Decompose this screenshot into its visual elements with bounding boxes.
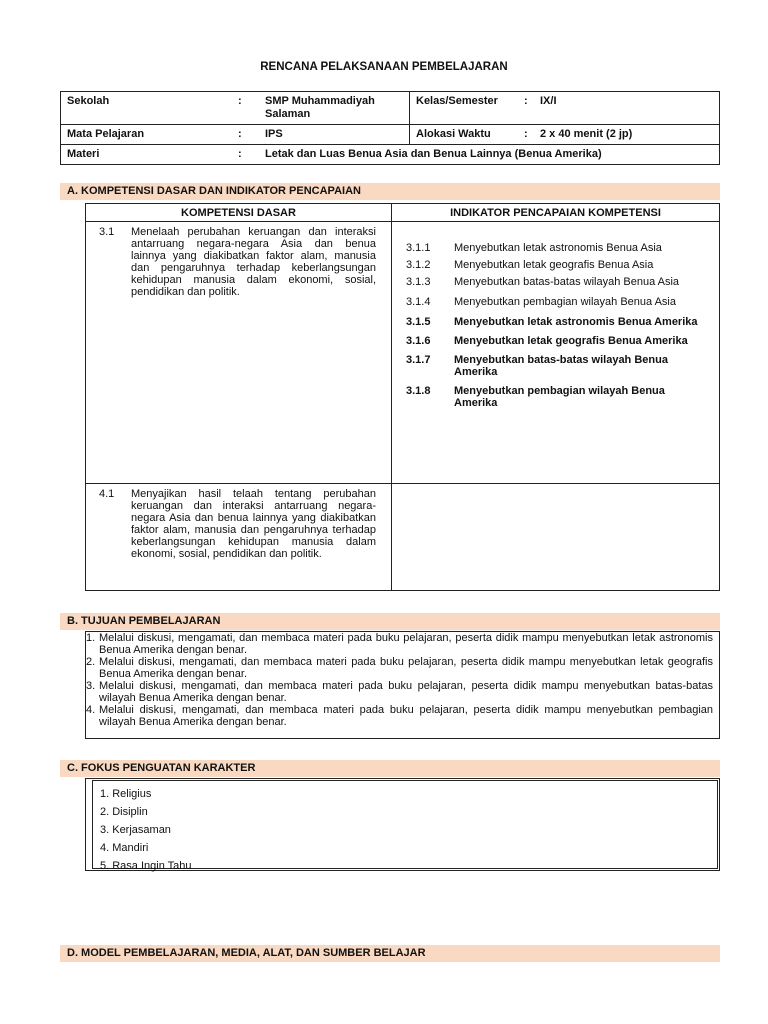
karakter-item: 4. Mandiri: [100, 842, 149, 854]
indicator-item: 3.1.2 Menyebutkan letak geografis Benua Asia: [406, 259, 654, 271]
indicator-item: 3.1.7 Menyebutkan batas-batas wilayah Benua Amerika: [406, 354, 668, 378]
info-table: [60, 91, 720, 165]
section-d-heading: D. MODEL PEMBELAJARAN, MEDIA, ALAT, DAN SUMBER BELAJAR: [60, 945, 720, 962]
materi-colon: :: [238, 145, 259, 165]
kd-table: [85, 203, 720, 591]
karakter-item: 5. Rasa Ingin Tahu: [100, 860, 192, 872]
sekolah-label: Sekolah: [61, 92, 239, 125]
kd-cell-1: [86, 222, 392, 484]
kd-number: 3.1: [99, 226, 115, 238]
kelas-label: Kelas/Semester: [410, 92, 523, 125]
karakter-box: [85, 778, 720, 871]
indicator-item: 3.1.4 Menyebutkan pembagian wilayah Benua Asia: [406, 296, 676, 308]
section-b-heading: B. TUJUAN PEMBELAJARAN: [60, 613, 720, 630]
indicator-item: 3.1.8 Menyebutkan pembagian wilayah Benua Amerika: [406, 385, 665, 409]
section-a-heading: A. KOMPETENSI DASAR DAN INDIKATOR PENCAPAIAN: [60, 183, 720, 200]
mapel-value: IPS: [259, 125, 410, 145]
kelas-value: IX/I: [534, 92, 720, 125]
karakter-item: 2. Disiplin: [100, 806, 148, 818]
kd-number: 4.1: [99, 488, 115, 500]
section-c-heading: C. FOKUS PENGUATAN KARAKTER: [60, 760, 720, 777]
tujuan-box: [85, 631, 720, 739]
materi-label: Materi: [61, 145, 239, 165]
mapel-colon: :: [238, 125, 259, 145]
alokasi-colon: :: [522, 125, 534, 145]
mapel-label: Mata Pelajaran: [61, 125, 239, 145]
kd-header: KOMPETENSI DASAR: [86, 204, 392, 222]
ipk-empty-cell: [392, 484, 720, 591]
indicator-item: 3.1.1 Menyebutkan letak astronomis Benua Asia: [406, 242, 662, 254]
karakter-list: [92, 780, 718, 872]
kelas-colon: :: [522, 92, 534, 125]
tujuan-item: 1. Melalui diskusi, mengamati, dan membaca materi pada buku pelajaran, peserta didik mampu menyebutkan letak astronomis Benua Amerika dengan benar.: [86, 632, 713, 656]
alokasi-value: 2 x 40 menit (2 jp): [534, 125, 720, 145]
kd-text: Menyajikan hasil telaah tentang perubahan keruangan dan interaksi antarruang negara-negara Asia dan benua lainnya yang diakibatkan faktor alam, manusia dan pengaruhnya terhadap keberlangsungan kehidupan manusia dalam ekonomi, sosial, pendidikan dan politik.: [131, 488, 376, 560]
kd-text: Menelaah perubahan keruangan dan interaksi antarruang negara-negara Asia dan benua lainnya yang diakibatkan faktor alam, manusia dan pengaruhnya terhadap keberlangsungan kehidupan manusia dalam ekonomi, sosial, pendidikan dan politik.: [131, 226, 376, 298]
karakter-item: 3. Kerjasaman: [100, 824, 171, 836]
sekolah-value: SMP Muhammadiyah Salaman: [259, 92, 410, 125]
sekolah-colon: :: [238, 92, 259, 125]
alokasi-label: Alokasi Waktu: [410, 125, 523, 145]
indicator-item: 3.1.5 Menyebutkan letak astronomis Benua Amerika: [406, 316, 698, 328]
kd-cell-2: [86, 484, 392, 591]
document-title: RENCANA PELAKSANAAN PEMBELAJARAN: [260, 61, 508, 73]
tujuan-item: 3. Melalui diskusi, mengamati, dan membaca materi pada buku pelajaran, peserta didik mampu menyebutkan batas-batas wilayah Benua Amerika dengan benar.: [86, 680, 713, 704]
tujuan-item: 2. Melalui diskusi, mengamati, dan membaca materi pada buku pelajaran, peserta didik mampu menyebutkan letak geografis Benua Amerika dengan benar.: [86, 656, 713, 680]
tujuan-item: 4. Melalui diskusi, mengamati, dan membaca materi pada buku pelajaran, peserta didik mampu menyebutkan pembagian wilayah Benua Amerika dengan benar.: [86, 704, 713, 728]
ipk-header: INDIKATOR PENCAPAIAN KOMPETENSI: [392, 204, 720, 222]
indicator-item: 3.1.3 Menyebutkan batas-batas wilayah Benua Asia: [406, 276, 680, 288]
ipk-cell: [392, 222, 720, 484]
indicator-item: 3.1.6 Menyebutkan letak geografis Benua Amerika: [406, 335, 688, 347]
karakter-item: 1. Religius: [100, 788, 152, 800]
materi-value: Letak dan Luas Benua Asia dan Benua Lainnya (Benua Amerika): [259, 145, 720, 165]
